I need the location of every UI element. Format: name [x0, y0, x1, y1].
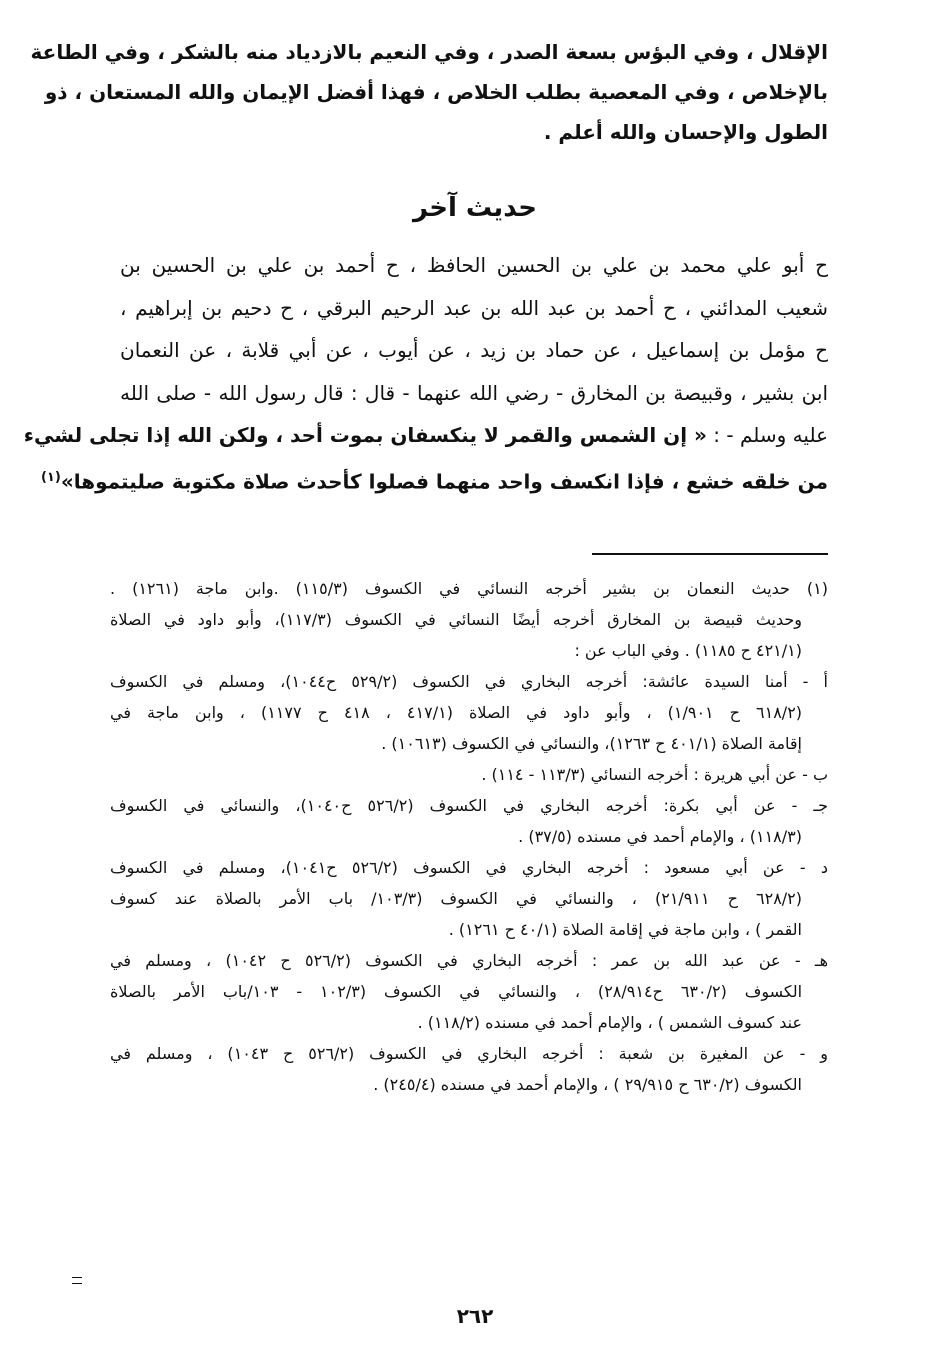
hadith-text: « إن الشمس والقمر لا ينكسفان بموت أحد ، ولكن الله إذا تجلى لشيء	[23, 423, 707, 447]
footnote-line: جـ - عن أبي بكرة: أخرجه البخاري في الكسوف (٥٢٦/٢ ح١٠٤٠)، والنسائي في الكسوف	[110, 796, 829, 815]
hadith-line	[23, 421, 828, 464]
footnote-separator	[592, 553, 828, 555]
hadith-prefix: عليه وسلم - :	[706, 423, 828, 447]
hadith-line	[40, 464, 828, 507]
footnote-line: أ - أمنا السيدة عائشة: أخرجه البخاري في الكسوف (٥٢٩/٢ ح١٠٤٤)، ومسلم في الكسوف	[110, 672, 828, 691]
hadith-text: من خلقه خشع ، فإذا انكسف واحد منهما فصلوا كأحدث صلاة مكتوبة صليتموها»	[60, 469, 828, 494]
intro-paragraph	[30, 38, 828, 158]
footnote-line: (٦١٨/٢ ح ١/٩٠١) ، وأبو داود في الصلاة (٤١٧/١ ، ٤١٨ ح ١١٧٧) ، وابن ماجة في	[110, 703, 803, 722]
footnote-line: القمر ) ، وابن ماجة في إقامة الصلاة (٤٠/١ ح ١٢٦١) .	[448, 920, 802, 939]
footnote-line: عند كسوف الشمس ) ، والإمام أحمد في مسنده (١١٨/٢) .	[417, 1013, 802, 1032]
intro-line: الإقلال ، وفي البؤس بسعة الصدر ، وفي النعيم بالازدياد منه بالشكر ، وفي الطاعة	[30, 40, 828, 64]
footnote-line: ب - عن أبي هريرة : أخرجه النسائي (١١٣/٣ - ١١٤) .	[481, 765, 828, 784]
isnad-line: ح مؤمل بن إسماعيل ، عن حماد بن زيد ، عن أيوب ، عن أبي قلابة ، عن النعمان	[120, 338, 828, 362]
footnote-line: (٦٢٨/٢ ح ٢١/٩١١) ، والنسائي في الكسوف (١٠٣/٣/ باب الأمر بالصلاة عند كسوف	[110, 889, 803, 908]
intro-line: الطول والإحسان والله أعلم .	[543, 120, 828, 144]
footnote-line: وحديث قبيصة بن المخارق أخرجه أيضًا النسائي في الكسوف (١١٧/٣)، وأبو داود في الصلاة	[110, 610, 802, 629]
page-number: ٢٦٢	[456, 1304, 494, 1328]
section-heading: حديث آخر	[413, 193, 537, 223]
isnad-paragraph	[23, 251, 828, 506]
footnote-line: (٤٢١/١ ح ١١٨٥) . وفي الباب عن :	[574, 641, 802, 660]
footnotes	[110, 578, 828, 1105]
footnote-line: (١١٨/٣) ، والإمام أحمد في مسنده (٣٧/٥) .	[518, 827, 802, 846]
margin-mark	[72, 1277, 82, 1284]
footnote-line: (١) حديث النعمان بن بشير أخرجه النسائي في الكسوف (١١٥/٣) .وابن ماجة (١٢٦١) .	[110, 579, 829, 598]
footnote-line: و - عن المغيرة بن شعبة : أخرجه البخاري في الكسوف (٥٢٦/٢ ح ١٠٤٣) ، ومسلم في	[110, 1044, 829, 1063]
isnad-line: ابن بشير ، وقبيصة بن المخارق - رضي الله عنهما - قال : قال رسول الله - صلى الله	[120, 380, 828, 405]
footnote-line: الكسوف (٦٣٠/٢ ح٢٨/٩١٤) ، والنسائي في الكسوف (١٠٢/٣ - ١٠٣/باب الأمر بالصلاة	[110, 982, 803, 1001]
isnad-line: شعيب المدائني ، ح أحمد بن عبد الله بن عبد الرحيم البرقي ، ح دحيم بن إبراهيم ،	[120, 295, 828, 320]
footnote-line: د - عن أبي مسعود : أخرجه البخاري في الكسوف (٥٢٦/٢ ح١٠٤١)، ومسلم في الكسوف	[110, 858, 828, 877]
footnote-line: إقامة الصلاة (٤٠١/١ ح ١٢٦٣)، والنسائي في الكسوف (١٠٦١٣) .	[381, 734, 802, 753]
isnad-line: ح أبو علي محمد بن علي بن الحسين الحافظ ، ح أحمد بن علي بن الحسين بن	[120, 253, 828, 277]
footnote-line: الكسوف (٦٣٠/٢ ح ٢٩/٩١٥ ) ، والإمام أحمد في مسنده (٢٤٥/٤) .	[373, 1075, 802, 1094]
footnote-line: هـ - عن عبد الله بن عمر : أخرجه البخاري في الكسوف (٥٢٦/٢ ح ١٠٤٢) ، ومسلم في	[110, 951, 829, 970]
intro-line: بالإخلاص ، وفي المعصية بطلب الخلاص ، فهذا أفضل الإيمان والله المستعان ، ذو	[44, 80, 828, 104]
footnote-marker: (١)	[40, 469, 61, 485]
